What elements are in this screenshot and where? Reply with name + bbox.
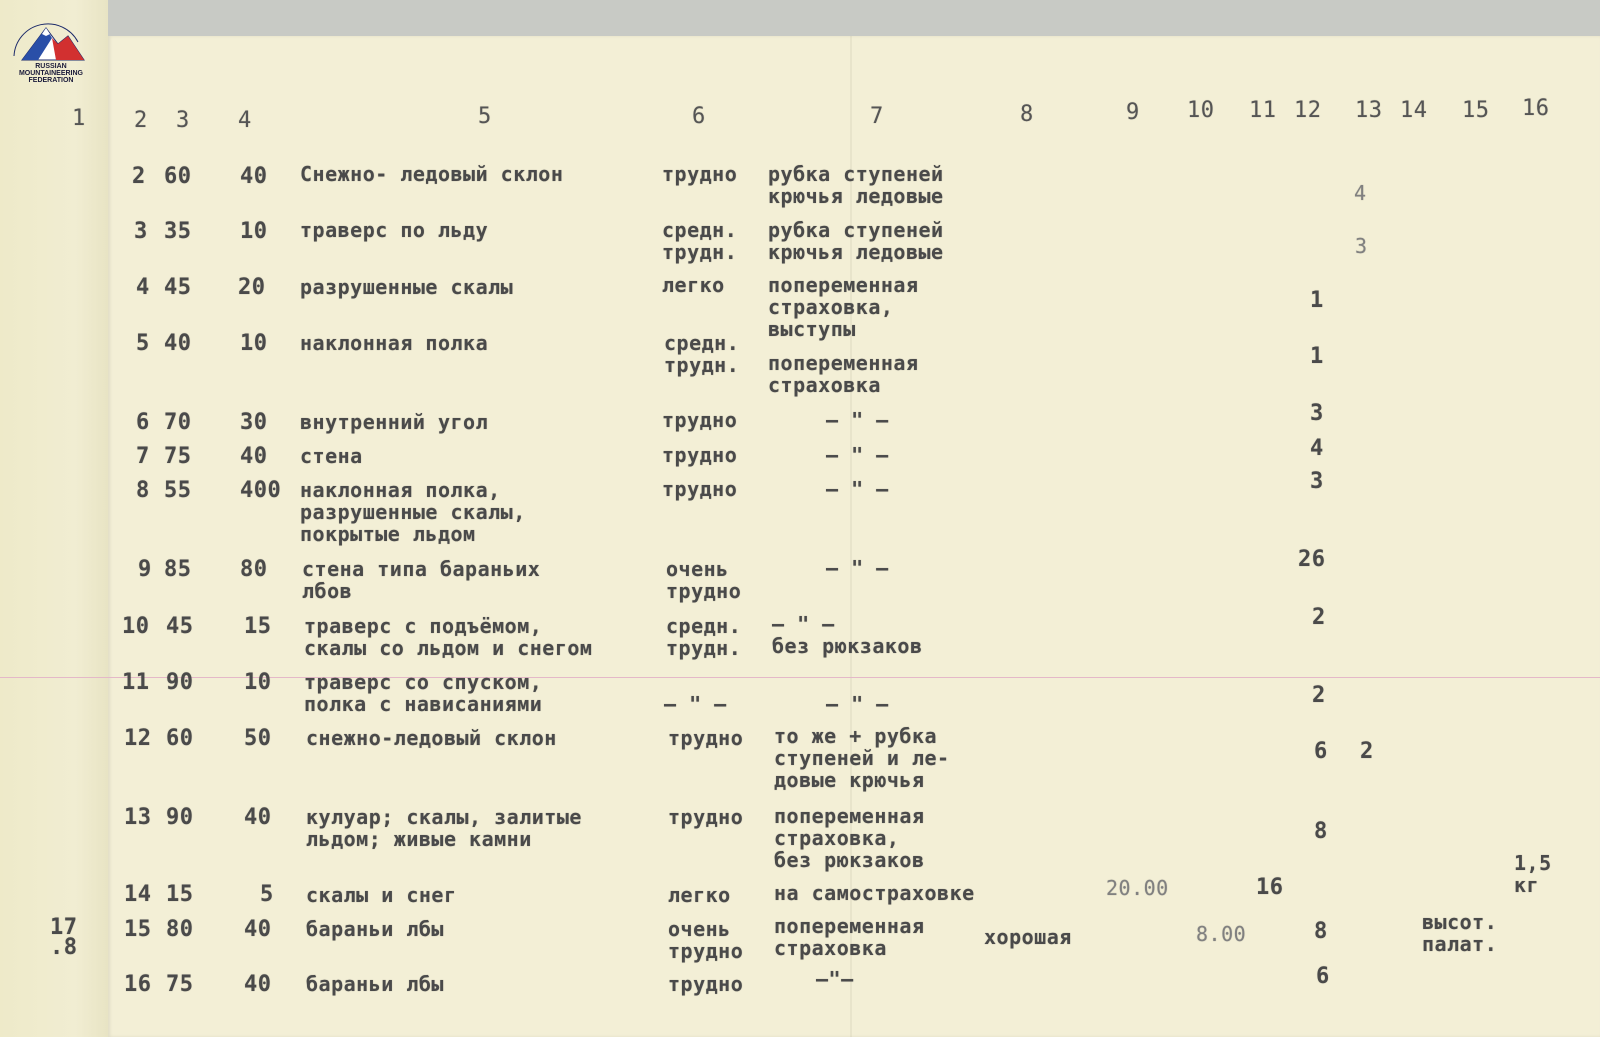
row-4-col-2: 5 xyxy=(136,331,150,356)
row-8-col-2: 9 xyxy=(138,557,152,582)
row-4-col-4: 10 xyxy=(240,331,268,356)
row-13-col-4: 5 xyxy=(260,882,274,907)
row-5-col-12: 3 xyxy=(1310,401,1324,426)
row-5-col-3: 70 xyxy=(164,410,192,435)
row-9-col-5: траверс с подъёмом, скалы со льдом и снегом xyxy=(304,614,593,660)
row-15-col-3: 75 xyxy=(166,972,194,997)
row-8-col-3: 85 xyxy=(164,557,192,582)
row-5-col-4: 30 xyxy=(240,410,268,435)
row-1-col-3: 60 xyxy=(164,164,192,189)
row-12-col-7: попеременная страховка, без рюкзаков xyxy=(774,804,925,872)
row-1-col-5: Снежно- ледовый склон xyxy=(300,162,564,186)
row-5-col-7: – " – xyxy=(826,408,889,432)
row-1-col-2: 2 xyxy=(132,164,146,189)
row-10-col-6: – " – xyxy=(664,692,727,716)
row-2-col-6: средн. трудн. xyxy=(662,218,738,264)
row-14-col-3: 80 xyxy=(166,917,194,942)
row-7-col-7: – " – xyxy=(826,477,889,501)
row-10-col-2: 11 xyxy=(122,670,150,695)
row-15-col-12: 6 xyxy=(1316,964,1330,989)
row-14-col-10: 8.00 xyxy=(1196,922,1247,946)
row-4-col-6: средн. трудн. xyxy=(664,331,740,377)
row-10-col-7: – " – xyxy=(826,692,889,716)
row-8-col-12: 26 xyxy=(1298,547,1326,572)
row-13-col-5: скалы и снег xyxy=(306,883,457,907)
row-13-col-6: легко xyxy=(668,883,731,907)
row-11-col-7: то же + рубка ступеней и ле- довые крючья xyxy=(774,724,950,792)
row-10-col-4: 10 xyxy=(244,670,272,695)
row-1-col-13: 4 xyxy=(1354,181,1367,205)
row-5-col-6: трудно xyxy=(662,408,738,432)
row-11-col-13: 2 xyxy=(1360,739,1374,764)
row-15-col-2: 16 xyxy=(124,972,152,997)
row-3-col-6: легко xyxy=(662,273,725,297)
row-7-col-6: трудно xyxy=(662,477,738,501)
row-3-col-5: разрушенные скалы xyxy=(300,275,514,299)
row-13-col-9: 20.00 xyxy=(1106,876,1169,900)
row-14-col-5: бараньи лбы xyxy=(306,917,444,941)
row-2-col-13: 3 xyxy=(1355,234,1368,258)
row-4-col-12: 1 xyxy=(1310,344,1324,369)
row-14-col-2: 15 xyxy=(124,917,152,942)
row-6-col-6: трудно xyxy=(662,443,738,467)
row-8-col-7: – " – xyxy=(826,556,889,580)
col-header-13: 13 xyxy=(1355,98,1383,123)
logo-caption: RUSSIAN MOUNTAINEERING FEDERATION xyxy=(18,63,84,84)
row-14-col-4: 40 xyxy=(244,917,272,942)
row-11-col-5: снежно-ледовый склон xyxy=(306,726,557,750)
row-15-col-7: —"— xyxy=(816,967,854,991)
row-14-col-7: попеременная страховка xyxy=(774,914,925,960)
row-12-col-4: 40 xyxy=(244,805,272,830)
row-13-col-11: 16 xyxy=(1256,875,1284,900)
row-8-col-4: 80 xyxy=(240,557,268,582)
row-7-col-2: 8 xyxy=(136,478,150,503)
row-11-col-4: 50 xyxy=(244,726,272,751)
row-8-col-6: очень трудно xyxy=(666,557,742,603)
row-6-col-3: 75 xyxy=(164,444,192,469)
row-6-col-4: 40 xyxy=(240,444,268,469)
row-12-col-12: 8 xyxy=(1314,819,1328,844)
col-header-4: 4 xyxy=(238,108,252,133)
row-9-col-3: 45 xyxy=(166,614,194,639)
row-9-col-12: 2 xyxy=(1312,605,1326,630)
row-1-col-6: трудно xyxy=(662,162,738,186)
row-6-col-12: 4 xyxy=(1310,436,1324,461)
row-1-col-7: рубка ступеней крючья ледовые xyxy=(768,162,944,208)
row-11-col-6: трудно xyxy=(668,726,744,750)
row-14-col-1: 17 .8 xyxy=(50,915,78,960)
row-1-col-4: 40 xyxy=(240,164,268,189)
col-header-8: 8 xyxy=(1020,102,1034,127)
row-12-col-5: кулуар; скалы, залитые льдом; живые камни xyxy=(306,805,582,851)
row-6-col-5: стена xyxy=(300,444,363,468)
col-header-16: 16 xyxy=(1522,96,1550,121)
row-5-col-5: внутренний угол xyxy=(300,410,489,434)
row-12-col-2: 13 xyxy=(124,805,152,830)
row-10-col-12: 2 xyxy=(1312,683,1326,708)
col-header-3: 3 xyxy=(176,108,190,133)
row-2-col-5: траверс по льду xyxy=(300,218,489,242)
col-header-15: 15 xyxy=(1462,98,1490,123)
row-13-col-2: 14 xyxy=(124,882,152,907)
row-2-col-3: 35 xyxy=(164,219,192,244)
row-5-col-2: 6 xyxy=(136,410,150,435)
row-15-col-5: бараньи лбы xyxy=(306,972,444,996)
row-9-col-6: средн. трудн. xyxy=(666,614,742,660)
col-header-6: 6 xyxy=(692,104,706,129)
row-11-col-2: 12 xyxy=(124,726,152,751)
row-13-col-7: на самостраховке xyxy=(774,881,975,905)
row-6-col-7: – " – xyxy=(826,443,889,467)
row-9-col-2: 10 xyxy=(122,614,150,639)
row-2-col-4: 10 xyxy=(240,219,268,244)
row-2-col-2: 3 xyxy=(134,219,148,244)
row-3-col-7: попеременная страховка, выступы xyxy=(768,273,919,341)
row-3-col-2: 4 xyxy=(136,275,150,300)
row-12-col-6: трудно xyxy=(668,805,744,829)
row-15-col-6: трудно xyxy=(668,972,744,996)
row-4-col-5: наклонная полка xyxy=(300,331,489,355)
paper-margin xyxy=(0,0,108,1037)
mountain-logo-icon xyxy=(8,12,88,68)
row-11-col-3: 60 xyxy=(166,726,194,751)
col-header-14: 14 xyxy=(1400,98,1428,123)
row-4-col-7: попеременная страховка xyxy=(768,351,919,397)
row-10-col-5: траверс со спуском, полка с нависаниями xyxy=(304,670,543,716)
row-14-col-8: хорошая xyxy=(984,925,1072,949)
col-header-1: 1 xyxy=(72,106,86,131)
row-9-col-7: – " – без рюкзаков xyxy=(772,612,923,658)
row-7-col-12: 3 xyxy=(1310,469,1324,494)
row-4-col-3: 40 xyxy=(164,331,192,356)
row-13-col-3: 15 xyxy=(166,882,194,907)
row-6-col-2: 7 xyxy=(136,444,150,469)
row-12-col-3: 90 xyxy=(166,805,194,830)
row-3-col-4: 20 xyxy=(238,275,266,300)
col-header-11: 11 xyxy=(1249,98,1277,123)
row-14-col-15: высот. палат. xyxy=(1422,910,1498,956)
col-header-7: 7 xyxy=(870,104,884,129)
row-14-col-12: 8 xyxy=(1314,919,1328,944)
col-header-12: 12 xyxy=(1294,98,1322,123)
row-7-col-4: 400 xyxy=(240,478,282,503)
col-header-2: 2 xyxy=(134,108,148,133)
row-8-col-5: стена типа бараньих лбов xyxy=(302,557,541,603)
row-7-col-3: 55 xyxy=(164,478,192,503)
row-2-col-7: рубка ступеней крючья ледовые xyxy=(768,218,944,264)
row-9-col-4: 15 xyxy=(244,614,272,639)
row-7-col-5: наклонная полка, разрушенные скалы, покрытые льдом xyxy=(300,478,526,546)
row-10-col-3: 90 xyxy=(166,670,194,695)
row-3-col-12: 1 xyxy=(1310,288,1324,313)
federation-logo xyxy=(8,12,88,84)
row-13-col-16: 1,5 кг xyxy=(1514,851,1552,897)
row-15-col-4: 40 xyxy=(244,972,272,997)
col-header-9: 9 xyxy=(1126,100,1140,125)
row-3-col-3: 45 xyxy=(164,275,192,300)
row-14-col-6: очень трудно xyxy=(668,917,744,963)
paper-fold-line xyxy=(0,677,1600,678)
row-11-col-12: 6 xyxy=(1314,739,1328,764)
col-header-5: 5 xyxy=(478,104,492,129)
col-header-10: 10 xyxy=(1187,98,1215,123)
